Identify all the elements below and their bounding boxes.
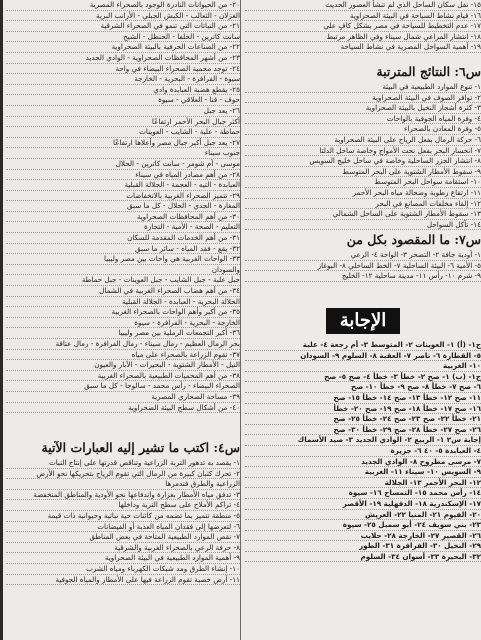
text-line: إجابة س٢ ١- الربيع ٢- الوادي الجديد ٣- صيد الأسماك <box>245 435 481 446</box>
text-line: ٧- نقص الموارد الطبيعية المتاحة في بعض المناطق <box>6 532 240 543</box>
text-line: ٥- وفرة المعادن بالصحراء <box>245 124 481 135</box>
text-line: ٢١- من النباتات التي تنمو في الصحراء الشرقية <box>6 21 240 32</box>
text-line: حماطة - علبة - الشايب - العوينات <box>6 127 240 138</box>
section4-title: س٤: اكتب ما تشير إليه العبارات الآتية <box>41 440 240 455</box>
text-line: ١١- أرض خصبة تقوم الزراعة فيها على الأمطار والمياه الجوفية <box>6 575 240 586</box>
text-line: ٣٠- من أهم المحافظات الصحراوية <box>6 212 240 223</box>
right-column <box>245 0 481 640</box>
text-line: ١- أودية جافة ٢- التصحر ٣- الواحة ٤- الرعي <box>245 250 481 261</box>
text-line: ٧- انحسار البحر بفعل نحت الأمواج وخاصة ساحل الدلتا <box>245 146 481 157</box>
text-line: جنوب سيناء <box>6 148 240 159</box>
text-line: والسودان <box>6 265 240 276</box>
text-line: ٣- كثرة أشجار النخيل بالبيئة الصحراوية <box>245 103 481 114</box>
section7 <box>245 230 481 282</box>
answers-title-wrap <box>245 300 481 340</box>
text-line: ٩- سقوط الأمطار الشتوية على البحر المتوسط <box>245 167 481 178</box>
text-line: ٣٢- البحيرة ٣٣- أسوان ٣٤- السلوم <box>245 552 481 563</box>
text-line: ٣٩- مساحة الصحاري المصرية <box>6 392 240 403</box>
text-line: ١٢- البحر الأحمر ١٣- الجلالة <box>245 478 481 489</box>
text-line: ٩- شرم ١٠- رأس ١١- مدينة ساحلية ١٢- الخليج <box>245 271 481 282</box>
text-line: حوف - قنا - العلاقي - سيوة <box>6 95 240 106</box>
text-line: ٤- تراكم الأملاح على سطح التربة وداخلها <box>6 500 240 511</box>
text-line: النيل - الأمطار الشتوية - البحيرات - الآبار والعيون <box>6 360 240 371</box>
text-line: الخارجة - البحرية - الفرافرة - سيوة <box>6 318 240 329</box>
answers-title: الإجابة <box>326 308 401 334</box>
text-line: ١٦- صح ١٧- خطأ ١٨- صح ١٩- صح ٢٠- خطأ <box>245 404 481 415</box>
text-line: ١٨- انتشار المراعي شمال سيناء وفي الظاهر مرتبط <box>245 32 481 43</box>
text-line: ٣- تدفق مياه الأمطار بغزارة واندفاعها نحو الأودية والمناطق المنخفضة <box>6 490 240 501</box>
text-line: ٢٦- يعد جبل <box>6 106 240 117</box>
text-line: ٦- صح ٧- خطأ ٨- صح ٩- خطأ ١٠- صح <box>245 382 481 393</box>
text-line: ٩- أهمية الموارد الطبيعية في البيئة الصحراوية <box>6 553 240 564</box>
text-line: ١- تنوع الموارد الطبيعية في البيئة <box>245 82 481 93</box>
text-line: ٢٣- من أشهر المحافظات الصحراوية - الوادي الجديد <box>6 53 240 64</box>
text-line: ١٠- إنشاء الطرق ومد شبكات الكهرباء ومياه الشرب <box>6 564 240 575</box>
text-line: ٢٩- تتميز الصحراء الغربية بالانخفاضات <box>6 191 240 202</box>
text-line: ١٩- أهمية السواحل المصرية في نشاط السياحة <box>245 42 481 53</box>
section6-title: س٦: النتائج المترتبة <box>376 64 481 79</box>
text-line: ٢٠- من الحيوانات النادرة الوجود بالصحراء المصرية <box>6 0 240 11</box>
text-line: ج١- (أ) ١- العوينات ٢- المتوسط ٣- أم رجعة ٤- علبة <box>245 340 481 351</box>
text-line: ١٠- الغربية <box>245 361 481 372</box>
text-line: ٢٥- يقطع هضبة العبابدة وادي <box>6 85 240 96</box>
text-line: ٣٤- من أهم هضاب الصحراء الغربية في الشمال <box>6 286 240 297</box>
text-line: ٥- منطقة تتميز بما تضمه من كائنات حية نباتية وحيوانية ذات قيمة <box>6 511 240 522</box>
text-line: الغزلان - الثعالب - الكبش الجبلي - الأرانب البرية <box>6 11 240 22</box>
answers-section <box>245 300 481 562</box>
text-line: ٣٣- الواحات الغربية هي واحات بين مصر وليبيا <box>6 254 240 265</box>
left-column <box>0 0 240 640</box>
text-line: ٢٨- من أهم مصادر المياه في سيناء <box>6 170 240 181</box>
text-line: ٢٢- من الصناعات الحرفية بالبيئة الصحراوية <box>6 42 240 53</box>
text-line: ١٥- نقل سكان الساحل الذي لم تنشأ العصور الحديث <box>245 0 481 11</box>
text-line: موسى - أم شومر - سانت كاترين - الحلال <box>6 159 240 170</box>
text-line: سانت كاترين - الحلفا - الحنظل - الشيح <box>6 32 240 43</box>
text-line: سيوة - الفرافرة - البحرية - الخارجة <box>6 74 240 85</box>
text-line: الصحراء البيضاء - رأس محمد - سالوجا - كل ما سبق <box>6 381 240 392</box>
text-line: ٢٦- القصير ٢٧- الخارجة ٢٨- حلايب <box>245 531 481 542</box>
text-line: ٤٠- من أشكال سطح البيئة الصحراوية <box>6 403 240 414</box>
text-line: ٣٥- من أكبر وأهم الواحات بالصحراء الغربية <box>6 307 240 318</box>
text-line: ٤- وفرة المياه الجوفية بالواحات <box>245 114 481 125</box>
text-line: ٥- الأمية ٦- البيئة الساحلية ٧- الخط الساحلي ٨- البوغاز <box>245 261 481 272</box>
text-line: ١٧- عدم التخطيط للسياحة في مصر بشكل كافٍ علي <box>245 21 481 32</box>
section4 <box>6 438 240 585</box>
text-line: ٢٩- النخيل ٣٠- الفرافرة ٣١- الطور <box>245 541 481 552</box>
text-line: ١٦- قيام نشاط السياحة في البيئة الصحراوية <box>245 11 481 22</box>
text-line: ١٤- رأس محمد ١٥- التمساح ١٦- سيوة <box>245 488 481 499</box>
text-line: ١١- صح ١٢- خطأ ١٣- صح ١٤- خطأ ١٥- صح <box>245 393 481 404</box>
text-line: ٢٤- توجد محمية الصحراء البيضاء في واحة <box>6 64 240 75</box>
text-line: أكثر جبال البحر الأحمر ارتفاعًا <box>6 117 240 128</box>
text-line: ٣١- من أهم الخدمات المقدمة للسكان <box>6 233 240 244</box>
text-line: ٥- القطارة ٦- ناصر ٧- العقبة ٨- السلوم ٩- السودان <box>245 351 481 362</box>
text-line: ٦- لتعرضها إلى فقدان المياه العذبة أو الفيضانات <box>6 522 240 533</box>
column-divider <box>240 0 241 640</box>
text-line: ٢٣- بني سويف ٢٤- أبو سمبل ٢٥- سيوة <box>245 520 481 531</box>
left-edge-shadow <box>0 0 3 640</box>
text-line: ١٤- تآكل السواحل <box>245 220 481 231</box>
text-line: ٢٧- يعد جبل أكبر جبال مصر وأعلاها ارتفاعًا <box>6 138 240 149</box>
text-line: التعليم - الصحة - الأمية - التجارة <box>6 222 240 233</box>
text-line: ١٠- استقامة سواحل البحر المتوسط <box>245 177 481 188</box>
text-line: ٣٢- يقع - فقد المياه - سائر ما سبق <box>6 244 240 255</box>
text-line: ٣٧- تقوم الزراعة بالصحراء على مياه <box>6 350 240 361</box>
text-line: بحر الرمال العظيم - رمال سيناء - رمال الفرافرة - رمال عتاقة <box>6 339 240 350</box>
text-line: ٢- توافر الصوف في البيئة الصحراوية <box>245 93 481 104</box>
text-line: ٦- حركة الرمال بفعل الرياح على البيئة الصحراوية <box>245 135 481 146</box>
text-line: ٧- مرسى مطروح ٨- الوادي الجديد <box>245 457 481 468</box>
text-line: ج١- (ب) ١- صح ٢- خطأ ٣- خطأ ٤- صح ٥- صح <box>245 372 481 383</box>
left-top-list <box>6 0 240 413</box>
text-line: ٣٨- من أهم المحميات الطبيعية بالصحراء الغربية <box>6 371 240 382</box>
text-line: ١١- ارتفاع رطوبة وضحالة مياه البحر الأحمر <box>245 188 481 199</box>
text-line: الحلالة البحرية - العبابدة - الجلالة القبلية <box>6 297 240 308</box>
text-line: ٨- انتشار الجزر الساحلية وخاصة في ساحل خليج السويس <box>245 156 481 167</box>
text-line: ٨- حرفة الرعي بالصحراء الغربية والشرقية <box>6 543 240 554</box>
text-line: المغارة - الجدي - الحلال - كل ما سبق <box>6 201 240 212</box>
text-line: ١- يقصد به تدهور التربة الزراعية وتناقص قدرتها على إنتاج النبات <box>6 458 240 469</box>
text-line: ٢- تحرك كثبان كبيرة من الرمال التي تقوم الرياح بتحريكها نحو الأرض <box>6 469 240 480</box>
text-line: ٢١- خطأ ٢٢- صح ٢٣- صح ٢٤- خطأ ٢٥- صح <box>245 414 481 425</box>
text-line: ٩- السويس ١٠- سيناء ١١- الغربية <box>245 467 481 478</box>
text-line: جبل علبة - جبل الشايب - جبل العوينات - جبل حماطة <box>6 275 240 286</box>
text-line: ١٣- سقوط الأمطار الشتوية على الساحل الشمالي <box>245 209 481 220</box>
text-line: ٢٦- صح ٢٧- خطأ ٢٨- صح ٢٩- خطأ ٣٠- صح <box>245 425 481 436</box>
text-line: ١٢- إلقاء مخلفات المصانع في البحر <box>245 199 481 210</box>
section7-title: س٧: ما المقصود بكل من <box>346 232 481 247</box>
text-line: ١٧- الإسكندرية ١٨- الدقهلية ١٩- الأقصر <box>245 499 481 510</box>
text-line: ٤- العبابدة ٥- ٤٠ ٦- جزيرة <box>245 446 481 457</box>
right-top-list <box>245 0 481 53</box>
text-line: الزراعية والطرق فتدمرها <box>6 479 240 490</box>
text-line: العبابدة - التيه - العجمة - الجلالة القبلية <box>6 180 240 191</box>
text-line: ٢٠- الفيوم ٢١- المنيا ٢٢- العريش <box>245 510 481 521</box>
section6 <box>245 62 481 230</box>
text-line: ٣٦- أكبر التجمعات الرملية بين مصر وليبيا <box>6 328 240 339</box>
